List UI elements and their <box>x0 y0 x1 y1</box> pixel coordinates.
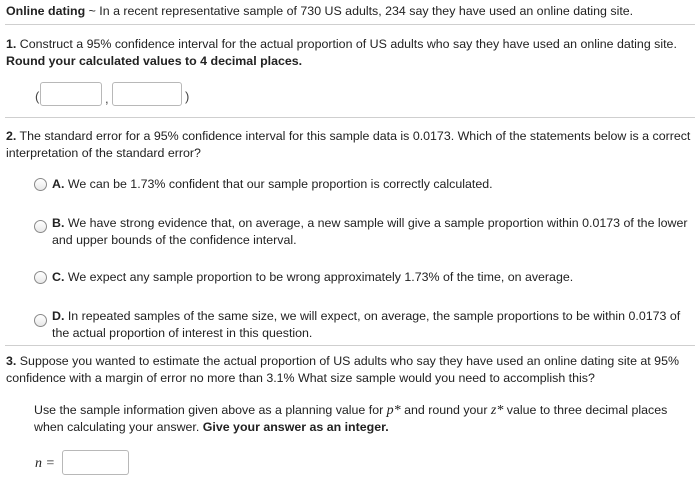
title-separator: ~ <box>85 4 100 18</box>
z-star-symbol: z* <box>490 403 504 418</box>
question-1-number: 1. <box>6 37 17 51</box>
option-b-radio[interactable] <box>34 220 47 233</box>
option-c-radio[interactable] <box>34 271 47 284</box>
option-a-text: We can be 1.73% confident that our sample proportion is correctly calculated. <box>64 177 493 191</box>
option-d[interactable] <box>52 308 692 342</box>
option-b-text: We have strong evidence that, on average, a new sample will give a sample proportion within 0.0173 of the lower and upper bounds of the confidence interval. <box>52 216 688 247</box>
question-3-text: Suppose you wanted to estimate the actual proportion of US adults who say they have used an online dating site at 95% confidence with a margin of error no more than 3.1% What size sample would you need to accomplish this? <box>6 354 679 385</box>
question-3-number: 3. <box>6 354 17 368</box>
p-star-symbol: p* <box>386 403 401 418</box>
problem-intro: In a recent representative sample of 730 US adults, 234 say they have used an online dating site. <box>99 4 634 18</box>
ci-upper-input[interactable] <box>112 82 182 106</box>
instr-part-2: and round your <box>400 403 491 417</box>
comma: , <box>105 91 109 106</box>
option-a-radio[interactable] <box>34 178 47 191</box>
question-1-instruction: Round your calculated values to 4 decimal places. <box>6 54 303 68</box>
option-a[interactable] <box>52 176 692 193</box>
sample-size-input[interactable] <box>62 450 129 475</box>
option-b-letter: B. <box>52 216 65 230</box>
question-2-number: 2. <box>6 129 17 143</box>
option-a-letter: A. <box>52 177 65 191</box>
ci-lower-input[interactable] <box>40 82 102 106</box>
question-3 <box>6 353 696 387</box>
question-2 <box>6 128 696 162</box>
question-2-text: The standard error for a 95% confidence interval for this sample data is 0.0173. Which of the statements below is a correct interpretation of the standard error? <box>6 129 691 160</box>
option-b[interactable] <box>52 215 692 249</box>
divider <box>5 24 695 25</box>
question-1-text: Construct a 95% confidence interval for the actual proportion of US adults who say they have used an online dating site. <box>16 37 677 51</box>
instr-part-1: Use the sample information given above as a planning value for <box>34 403 387 417</box>
option-d-letter: D. <box>52 309 65 323</box>
option-c[interactable] <box>52 269 692 286</box>
instr-bold: Give your answer as an integer. <box>202 420 389 434</box>
question-3-instructions <box>34 402 689 436</box>
option-c-text: We expect any sample proportion to be wrong approximately 1.73% of the time, on average. <box>64 270 574 284</box>
option-d-text: In repeated samples of the same size, we will expect, on average, the sample proportions to be within 0.0173 of the actual proportion of interest in this question. <box>52 309 681 340</box>
option-c-letter: C. <box>52 270 65 284</box>
open-paren: ( <box>35 89 40 104</box>
instr-part-3: value to three decimal places when calculating your answer. <box>34 403 668 434</box>
divider <box>5 117 695 118</box>
question-1 <box>6 36 696 70</box>
problem-title: Online dating <box>6 4 86 18</box>
divider <box>5 345 695 346</box>
n-label: n = <box>35 456 55 471</box>
problem-header <box>6 3 696 20</box>
option-d-radio[interactable] <box>34 314 47 327</box>
close-paren: ) <box>185 89 190 104</box>
